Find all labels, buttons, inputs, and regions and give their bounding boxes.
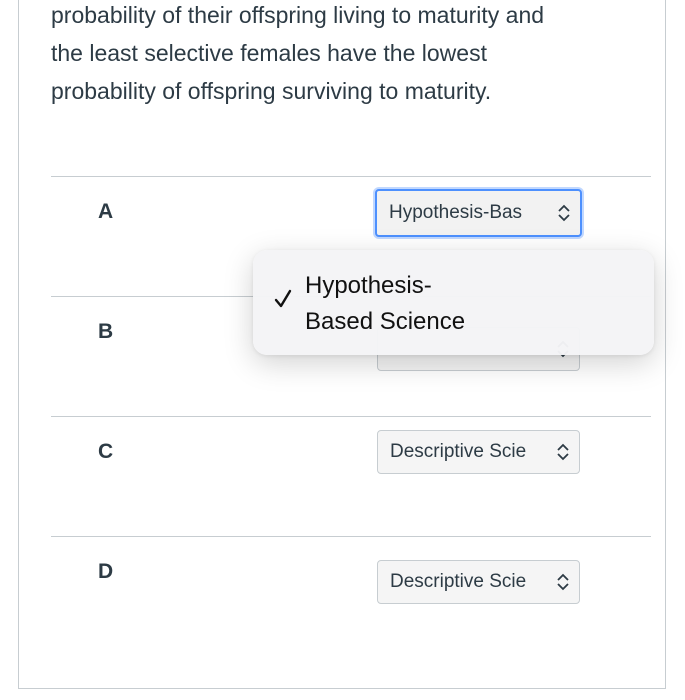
question-line-1: probability of their offspring living to maturity and [51, 2, 545, 28]
answer-select-d-value: Descriptive Scie [390, 571, 527, 592]
row-label-a: A [98, 200, 114, 223]
answer-select-c[interactable] [377, 430, 580, 474]
row-label-d: D [98, 560, 114, 583]
row-divider [51, 536, 651, 537]
chevron-up-down-icon [555, 442, 571, 462]
checkmark-icon [273, 288, 293, 310]
answer-select-a[interactable] [375, 189, 582, 237]
dropdown-popup [253, 250, 654, 355]
chevron-up-down-icon [555, 572, 571, 592]
row-divider [51, 176, 651, 177]
question-text [51, 0, 621, 110]
question-line-3: probability of offspring surviving to maturity. [51, 78, 492, 104]
row-label-b: B [98, 320, 114, 343]
row-label-c: C [98, 440, 114, 463]
answer-select-a-value: Hypothesis-Bas [389, 202, 523, 223]
answer-select-c-value: Descriptive Scie [390, 441, 527, 462]
question-line-2: the least selective females have the lowest [51, 40, 487, 66]
chevron-up-down-icon [556, 203, 572, 223]
card-bottom-border [18, 688, 666, 689]
row-divider [51, 416, 651, 417]
dropdown-option-label [305, 268, 465, 340]
answer-select-d[interactable] [377, 560, 580, 604]
dropdown-option-label-line1: Hypothesis- [305, 272, 432, 299]
dropdown-option-label-line2: Based Science [305, 308, 466, 335]
dropdown-option-hypothesis-based-science[interactable] [253, 250, 654, 355]
